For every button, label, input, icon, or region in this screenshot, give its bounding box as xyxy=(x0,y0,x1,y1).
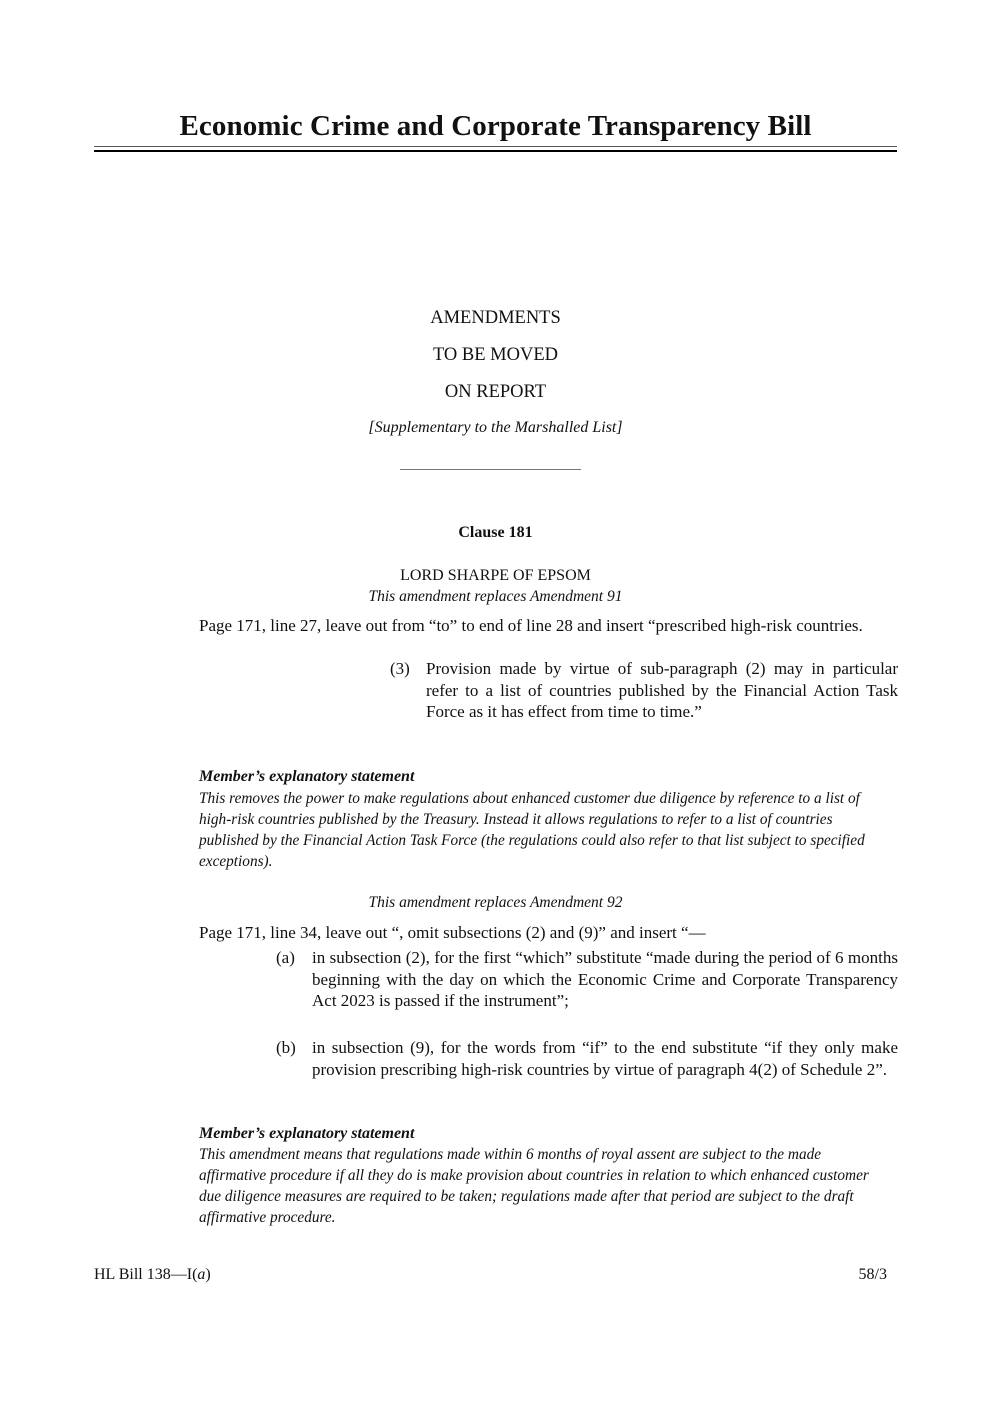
amendment-2-replaces-note: This amendment replaces Amendment 92 xyxy=(368,894,623,911)
cover-heading-on-report: ON REPORT xyxy=(444,382,547,402)
title-rule-thin xyxy=(94,146,897,147)
subparagraph-text: in subsection (2), for the first “which” substitute “made during the period of 6 months beginning with the day on which the Economic Crime and Corporate Transparency Act 2023 is passed if the instrument”; xyxy=(312,948,898,1010)
subparagraph-number: (3) xyxy=(390,659,410,678)
title-rule-thick xyxy=(94,150,897,152)
amendment-2-subparagraph-b xyxy=(276,1037,900,1080)
page-reference: 58/3 xyxy=(858,1266,887,1283)
subparagraph-text: Provision made by virtue of sub-paragraph (2) may in particular refer to a list of countries published by the Financial Action Task Force as it has effect from time to time.” xyxy=(426,659,898,721)
amendment-2-statement-heading: Member’s explanatory statement xyxy=(199,1125,415,1142)
cover-heading-amendments: AMENDMENTS xyxy=(430,308,561,328)
clause-heading: Clause 181 xyxy=(458,524,533,541)
amendment-2-statement-text: This amendment means that regulations made within 6 months of royal assent are subject to the made affirmative procedure if all they do is make provision about countries in relation to which enhanced customer due diligence measures are required to be taken; regulations made after that period are subject to the draft affirmative procedure. xyxy=(199,1146,869,1226)
bill-reference-prefix: HL Bill 138—I( xyxy=(94,1266,198,1283)
amendment-2-instruction: Page 171, line 34, leave out “, omit subsections (2) and (9)” and insert “— xyxy=(199,923,706,942)
section-separator xyxy=(400,469,581,470)
subparagraph-number: (b) xyxy=(276,1038,296,1057)
member-name: LORD SHARPE OF EPSOM xyxy=(400,567,591,584)
bill-reference-suffix: ) xyxy=(205,1266,211,1283)
amendment-2-subparagraph-a xyxy=(276,947,900,1012)
cover-subtitle: [Supplementary to the Marshalled List] xyxy=(368,419,623,436)
amendment-1-statement-text: This removes the power to make regulations about enhanced customer due diligence by reference to a list of high-risk countries published by the Treasury. Instead it allows regulations to refer to a list of countries published by the Financial Action Task Force (the regulations could also refer to that list subject to specified exceptions). xyxy=(199,790,865,870)
subparagraph-text: in subsection (9), for the words from “if” to the end substitute “if they only make provision prescribing high-risk countries by virtue of paragraph 4(2) of Schedule 2”. xyxy=(312,1038,898,1079)
amendment-1-subparagraph-3 xyxy=(390,658,900,723)
amendment-1-instruction: Page 171, line 27, leave out from “to” to end of line 28 and insert “prescribed high-risk countries. xyxy=(199,616,863,635)
cover-heading-to-be-moved: TO BE MOVED xyxy=(432,345,559,365)
amendment-1-replaces-note: This amendment replaces Amendment 91 xyxy=(368,588,623,605)
bill-reference-italic: a xyxy=(197,1266,206,1283)
bill-reference xyxy=(94,1264,211,1286)
amendment-1-statement-heading: Member’s explanatory statement xyxy=(199,768,415,785)
subparagraph-number: (a) xyxy=(276,948,295,967)
document-title: Economic Crime and Corporate Transparency Bill xyxy=(179,110,812,142)
